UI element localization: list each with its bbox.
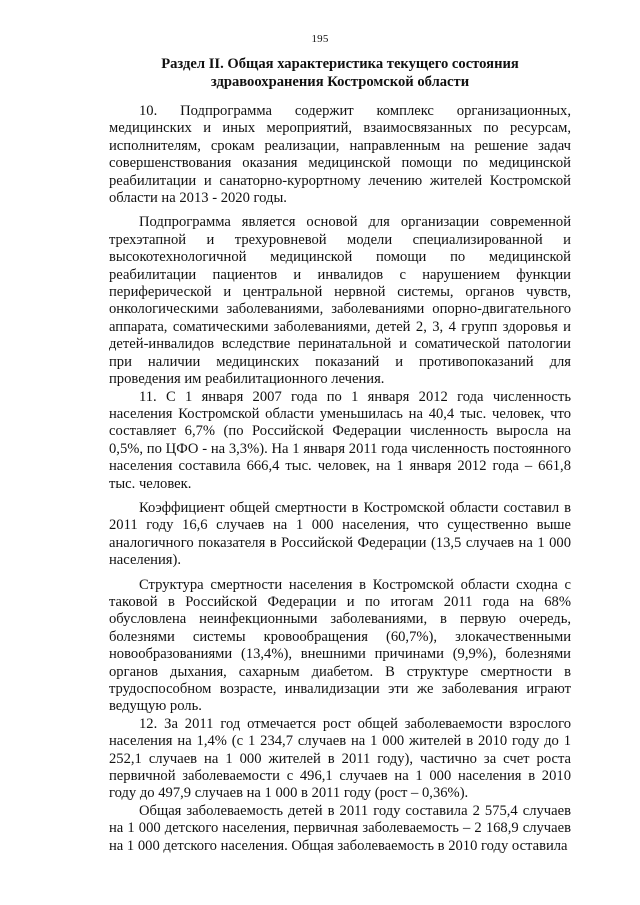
paragraph-11: 11. С 1 января 2007 года по 1 января 2012 года численность населения Костромской области уменьшилась на 40,4 тыс. человек, что составляет 6,7% (по Российской Федерации численность выросла на 0,5%, по ЦФО - на 3,3%). На 1 января 2011 года численность постоянного населения составила 666,4 тыс. человек, на 1 января 2012 года – 661,8 тыс. человек. (109, 388, 571, 492)
paragraph-mortality-structure: Структура смертности населения в Костромской области сходна с таковой в Российской Федерации и по итогам 2011 года на 68% обусловлена неинфекционными заболеваниями, в первую очередь, болезнями системы кровообращения (60,7%), злокачественными новообразованиями (13,4%), внешними причинами (9,9%), болезнями органов дыхания, сахарным диабетом. В структуре смертности в трудоспособном возрасте, инвалидизации эти же заболевания играют ведущую роль. (109, 576, 571, 715)
paragraph-subprogram-basis: Подпрограмма является основой для организации современной трехэтапной и трехуровневой модели специализированной и высокотехнологичной медицинской помощи по медицинской реабилитации пациентов и инвалидов с нарушением функции периферической и центральной нервной системы, органов чувств, онкологическими заболеваниями, заболеваниями опорно-двигательного аппарата, соматическими заболеваниями, детей 2, 3, 4 групп здоровья и детей-инвалидов вследствие перинатальной и соматической патологии при наличии медицинских показаний и противопоказаний для проведения им реабилитационного лечения. (109, 214, 571, 388)
page-number: 195 (311, 33, 329, 45)
paragraph-child-morbidity: Общая заболеваемость детей в 2011 году составила 2 575,4 случаев на 1 000 детского населения, первичная заболеваемость – 2 168,9 случаев на 1 000 детского населения. Общая заболеваемость в 2010 году оставила (109, 802, 571, 854)
section-title: Раздел II. Общая характеристика текущего состояния здравоохранения Костромской области (161, 56, 519, 90)
paragraph-mortality-coefficient: Коэффициент общей смертности в Костромской области составил в 2011 году 16,6 случаев на 1 000 населения, что существенно выше аналогичного показателя в Российской Федерации (13,5 случаев на 1 000 населения). (109, 499, 571, 569)
paragraph-12: 12. За 2011 год отмечается рост общей заболеваемости взрослого населения на 1,4% (с 1 234,7 случаев на 1 000 жителей в 2010 году до 1 252,1 случаев на 1 000 жителей в 2011 году), частично за счет роста первичной заболеваемости с 496,1 случаев на 1 000 населения в 2010 году до 497,9 случаев на 1 000 в 2011 году (рост – 0,36%). (109, 715, 571, 802)
paragraph-10: 10. Подпрограмма содержит комплекс организационных, медицинских и иных мероприятий, взаимосвязанных по ресурсам, исполнителям, срокам реализации, направленным на решение задач совершенствования оказания медицинской помощи по медицинской реабилитации и санаторно-курортному лечению жителей Костромской области на 2013 - 2020 годы. (109, 103, 571, 207)
